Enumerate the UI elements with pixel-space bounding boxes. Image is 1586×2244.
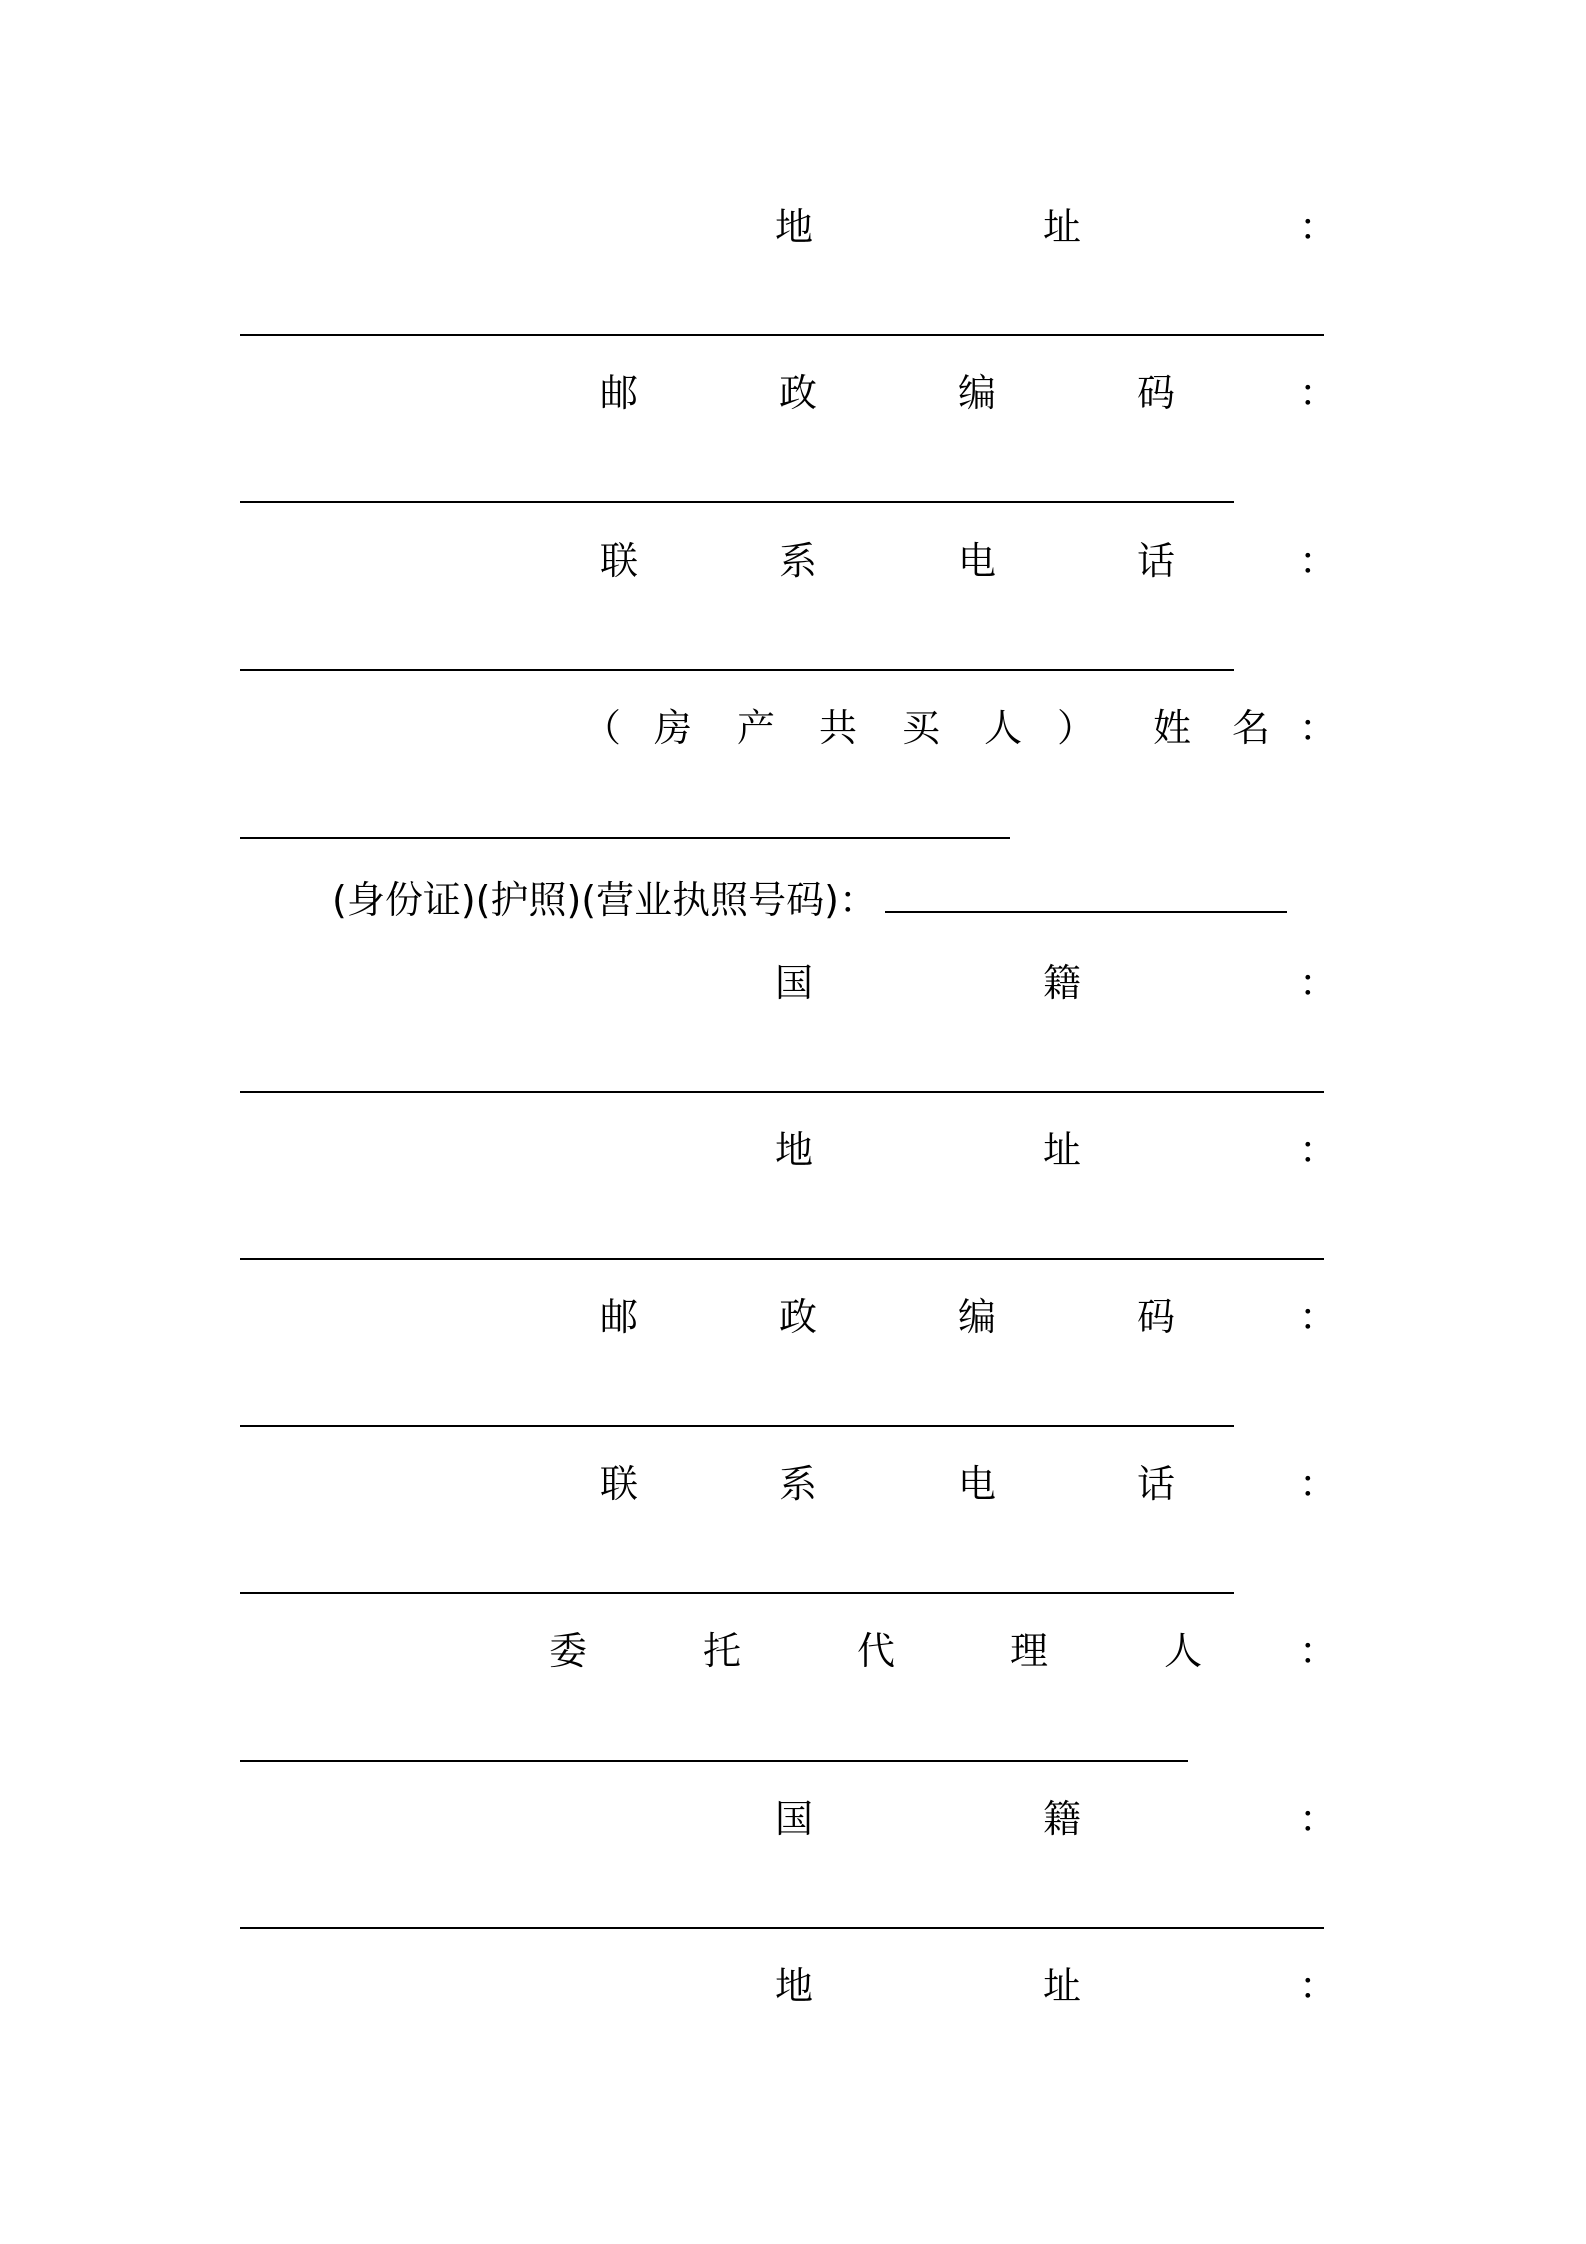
label-char: 委	[548, 1629, 588, 1673]
label-char: 买	[901, 706, 941, 750]
address-label-1	[240, 197, 1336, 257]
address-label-3	[240, 1956, 1336, 2016]
phone-label-1	[240, 531, 1336, 591]
label-char: ：	[1298, 1295, 1338, 1339]
label-char: 人	[1163, 1629, 1203, 1673]
postcode-blank-1[interactable]	[240, 501, 1234, 503]
address-blank-1[interactable]	[240, 334, 1324, 336]
label-char: ：	[1298, 1462, 1338, 1506]
label-char: 姓	[1152, 706, 1192, 750]
label-char: 籍	[1042, 961, 1082, 1005]
label-char: ：	[1298, 1964, 1338, 2008]
label-char: 编	[957, 1295, 997, 1339]
nationality-blank-2[interactable]	[240, 1927, 1324, 1929]
label-char: 联	[599, 1462, 639, 1506]
label-char: ：	[1298, 706, 1338, 750]
label-char: 电	[957, 1462, 997, 1506]
label-char: 联	[599, 539, 639, 583]
id-number-row	[332, 870, 1287, 930]
label-char: ：	[1298, 539, 1338, 583]
label-char: ：	[1298, 1128, 1338, 1172]
id-number-label: (身份证)(护照)(营业执照号码)：	[332, 878, 877, 922]
label-char: 址	[1042, 1964, 1082, 2008]
nationality-label-2	[240, 1789, 1336, 1849]
label-char: 政	[778, 1295, 818, 1339]
label-char: ：	[1298, 961, 1338, 1005]
label-char: 话	[1136, 539, 1176, 583]
co-buyer-name-blank[interactable]	[240, 837, 1010, 839]
label-char: 托	[702, 1629, 742, 1673]
label-char: 名	[1231, 706, 1271, 750]
label-char: （	[582, 706, 622, 750]
phone-label-2	[240, 1454, 1336, 1514]
agent-label	[240, 1621, 1336, 1681]
nationality-blank-1[interactable]	[240, 1091, 1324, 1093]
label-char: 址	[1042, 205, 1082, 249]
label-char: 国	[774, 1797, 814, 1841]
postcode-label-2	[240, 1287, 1336, 1347]
label-char: 地	[774, 1128, 814, 1172]
label-char: 系	[778, 1462, 818, 1506]
label-char: 话	[1136, 1462, 1176, 1506]
label-char: 码	[1136, 1295, 1176, 1339]
phone-blank-1[interactable]	[240, 669, 1234, 671]
label-char: 系	[778, 539, 818, 583]
label-char: 籍	[1042, 1797, 1082, 1841]
label-char: 编	[957, 371, 997, 415]
label-char: 邮	[599, 1295, 639, 1339]
label-char: 人	[983, 706, 1023, 750]
label-char: 共	[818, 706, 858, 750]
label-char: 政	[778, 371, 818, 415]
label-char: ：	[1298, 1797, 1338, 1841]
co-buyer-name-label	[240, 698, 1336, 758]
phone-blank-2[interactable]	[240, 1592, 1234, 1594]
label-char: 理	[1009, 1629, 1049, 1673]
label-char: 邮	[599, 371, 639, 415]
label-char: ：	[1298, 1629, 1338, 1673]
postcode-label-1	[240, 363, 1336, 423]
label-char: 地	[774, 1964, 814, 2008]
postcode-blank-2[interactable]	[240, 1425, 1234, 1427]
address-blank-2[interactable]	[240, 1258, 1324, 1260]
label-char: 代	[856, 1629, 896, 1673]
label-char: 码	[1136, 371, 1176, 415]
nationality-label-1	[240, 953, 1336, 1013]
id-number-blank[interactable]	[885, 875, 1287, 913]
label-char: 地	[774, 205, 814, 249]
label-char: 电	[957, 539, 997, 583]
label-char: 国	[774, 961, 814, 1005]
label-char: 产	[736, 706, 776, 750]
agent-blank[interactable]	[240, 1760, 1188, 1762]
label-char: ）	[1056, 706, 1096, 750]
label-char: 房	[653, 706, 693, 750]
label-char: ：	[1298, 371, 1338, 415]
label-char: ：	[1298, 205, 1338, 249]
address-label-2	[240, 1120, 1336, 1180]
label-char: 址	[1042, 1128, 1082, 1172]
